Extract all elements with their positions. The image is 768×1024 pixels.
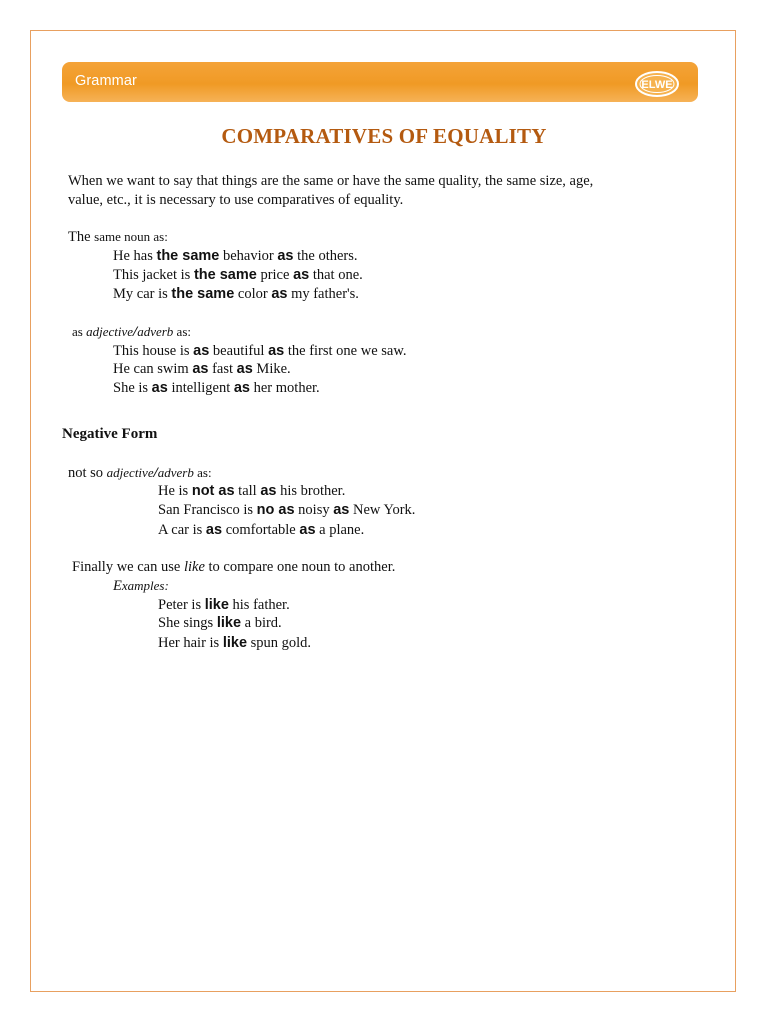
example-line: My car is the same color as my father's.	[113, 286, 359, 302]
example-line: Peter is like his father.	[158, 597, 290, 613]
negative-form-heading: Negative Form	[62, 426, 158, 442]
intro-line-2: value, etc., it is necessary to use comparatives of equality.	[68, 192, 404, 208]
intro-line-1: When we want to say that things are the same or have the same quality, the same size, age,	[68, 173, 594, 189]
like-intro: Finally we can use like to compare one noun to another.	[72, 559, 396, 575]
example-line: He has the same behavior as the others.	[113, 248, 358, 264]
logo-text: ELWE	[641, 79, 673, 91]
same-noun-heading: The same noun as:	[68, 229, 168, 245]
as-adjective-heading: as adjective/adverb as:	[72, 324, 191, 340]
example-line: Her hair is like spun gold.	[158, 635, 312, 651]
example-line: He can swim as fast as Mike.	[113, 361, 291, 377]
example-line: She is as intelligent as her mother.	[113, 380, 320, 396]
example-line: He is not as tall as his brother.	[158, 483, 346, 499]
header-bar	[62, 62, 698, 102]
example-line: This jacket is the same price as that one.	[113, 267, 363, 283]
example-line: San Francisco is no as noisy as New York.	[158, 502, 416, 518]
logo-icon	[634, 68, 680, 98]
not-so-heading: not so adjective/adverb as:	[68, 465, 212, 481]
header-label: Grammar	[75, 73, 137, 89]
example-line: A car is as comfortable as a plane.	[158, 522, 365, 538]
examples-label: Examples:	[113, 578, 169, 594]
page-title: COMPARATIVES OF EQUALITY	[221, 124, 547, 148]
example-line: She sings like a bird.	[158, 615, 282, 631]
example-line: This house is as beautiful as the first one we saw.	[113, 343, 407, 359]
